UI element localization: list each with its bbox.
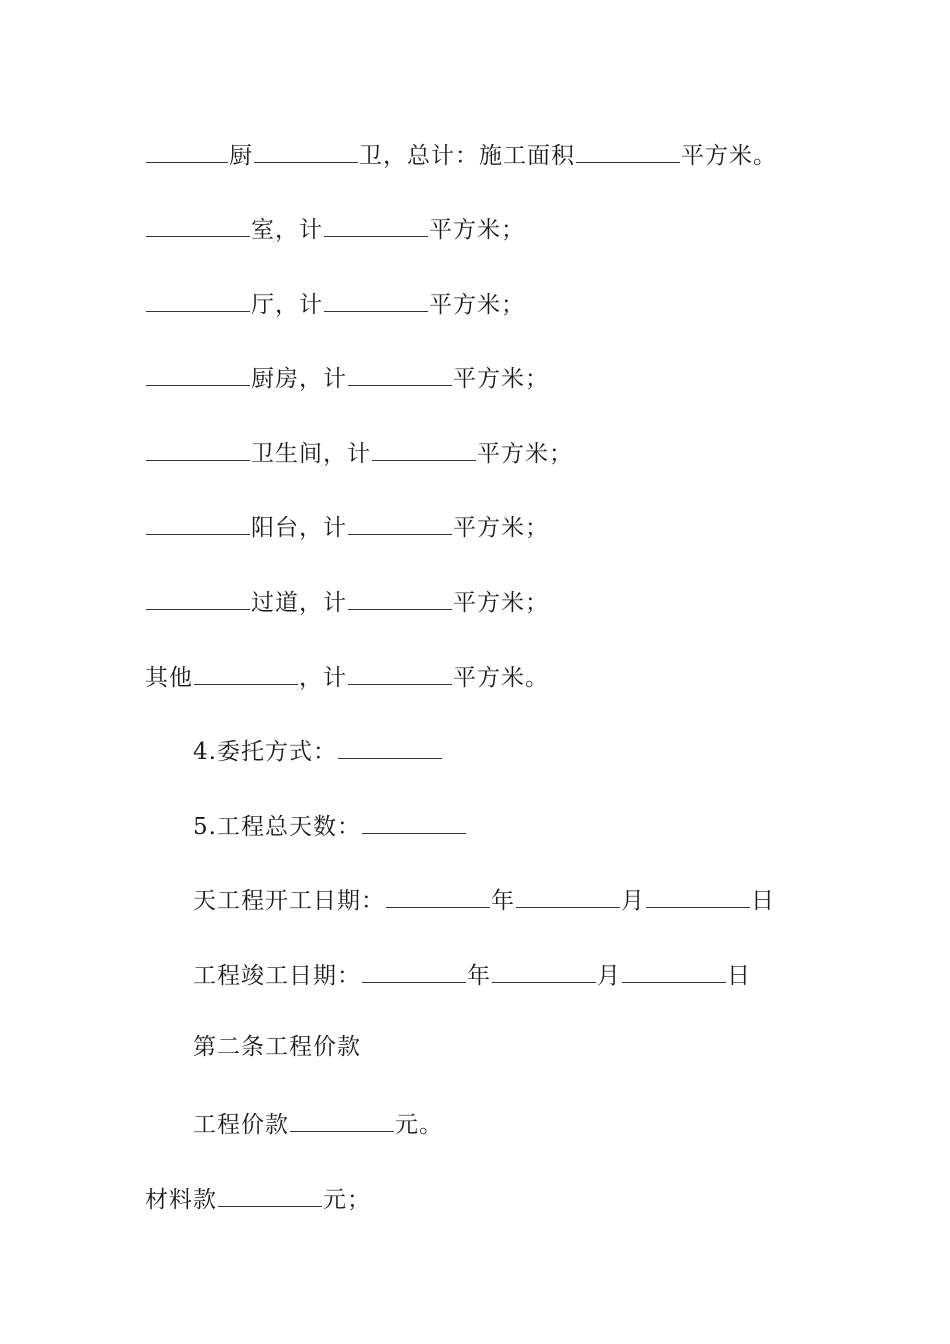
- blank-field[interactable]: [362, 956, 466, 983]
- text-segment: 平方米。: [681, 143, 777, 169]
- blank-field[interactable]: [324, 285, 428, 312]
- text-segment: 5.工程总天数：: [193, 814, 361, 840]
- blank-field[interactable]: [348, 359, 452, 386]
- blank-field[interactable]: [576, 136, 680, 163]
- text-segment: 平方米；: [453, 515, 549, 541]
- other-area-line: [145, 658, 549, 692]
- blank-field[interactable]: [362, 807, 466, 834]
- blank-field[interactable]: [348, 583, 452, 610]
- project-price-line: [193, 1105, 443, 1139]
- text-segment: 月: [597, 963, 621, 989]
- text-segment: 平方米；: [477, 441, 573, 467]
- blank-field[interactable]: [218, 1180, 322, 1207]
- hallway-area-line: [145, 583, 549, 617]
- text-segment: 平方米；: [453, 590, 549, 616]
- text-segment: 厨: [229, 143, 253, 169]
- blank-field[interactable]: [646, 881, 750, 908]
- blank-field[interactable]: [338, 732, 442, 759]
- text-segment: 工程价款: [193, 1112, 289, 1138]
- blank-field[interactable]: [324, 210, 428, 237]
- hall-area-line: [145, 285, 525, 319]
- section-heading: [193, 1030, 361, 1064]
- text-segment: 过道，计: [251, 590, 347, 616]
- text-segment: 卫，总计：施工面积: [359, 143, 575, 169]
- start-date-line: [193, 881, 775, 915]
- completion-date-line: [193, 956, 751, 990]
- blank-field[interactable]: [146, 359, 250, 386]
- text-segment: 平方米；: [429, 217, 525, 243]
- text-segment: 室，计: [251, 217, 323, 243]
- text-segment: 厅，计: [251, 292, 323, 318]
- commission-method-line: [193, 732, 443, 766]
- blank-field[interactable]: [146, 434, 250, 461]
- total-area-line: [145, 136, 777, 170]
- text-segment: 其他: [145, 665, 193, 691]
- text-segment: 平方米；: [453, 366, 549, 392]
- blank-field[interactable]: [622, 956, 726, 983]
- text-segment: 月: [621, 888, 645, 914]
- text-segment: 平方米；: [429, 292, 525, 318]
- blank-field[interactable]: [194, 658, 298, 685]
- text-segment: ，计: [299, 665, 347, 691]
- blank-field[interactable]: [348, 508, 452, 535]
- blank-field[interactable]: [290, 1105, 394, 1132]
- total-days-line: [193, 807, 467, 841]
- text-segment: 卫生间，计: [251, 441, 371, 467]
- text-segment: 工程竣工日期：: [193, 963, 361, 989]
- text-segment: 日: [751, 888, 775, 914]
- text-segment: 年: [467, 963, 491, 989]
- bathroom-area-line: [145, 434, 573, 468]
- blank-field[interactable]: [386, 881, 490, 908]
- blank-field[interactable]: [372, 434, 476, 461]
- blank-field[interactable]: [516, 881, 620, 908]
- text-segment: 天工程开工日期：: [193, 888, 385, 914]
- blank-field[interactable]: [254, 136, 358, 163]
- blank-field[interactable]: [348, 658, 452, 685]
- blank-field[interactable]: [146, 285, 250, 312]
- text-segment: 年: [491, 888, 515, 914]
- blank-field[interactable]: [146, 210, 250, 237]
- text-segment: 元。: [395, 1112, 443, 1138]
- text-segment: 日: [727, 963, 751, 989]
- text-segment: 阳台，计: [251, 515, 347, 541]
- room-area-line: [145, 210, 525, 244]
- blank-field[interactable]: [492, 956, 596, 983]
- kitchen-area-line: [145, 359, 549, 393]
- text-segment: 材料款: [145, 1187, 217, 1213]
- blank-field[interactable]: [146, 583, 250, 610]
- text-segment: 元；: [323, 1187, 371, 1213]
- balcony-area-line: [145, 508, 549, 542]
- text-segment: 平方米。: [453, 665, 549, 691]
- text-segment: 厨房，计: [251, 366, 347, 392]
- material-cost-line: [145, 1180, 371, 1214]
- blank-field[interactable]: [146, 136, 228, 163]
- blank-field[interactable]: [146, 508, 250, 535]
- text-segment: 4.委托方式：: [193, 739, 337, 765]
- text-segment: 第二条工程价款: [193, 1034, 361, 1060]
